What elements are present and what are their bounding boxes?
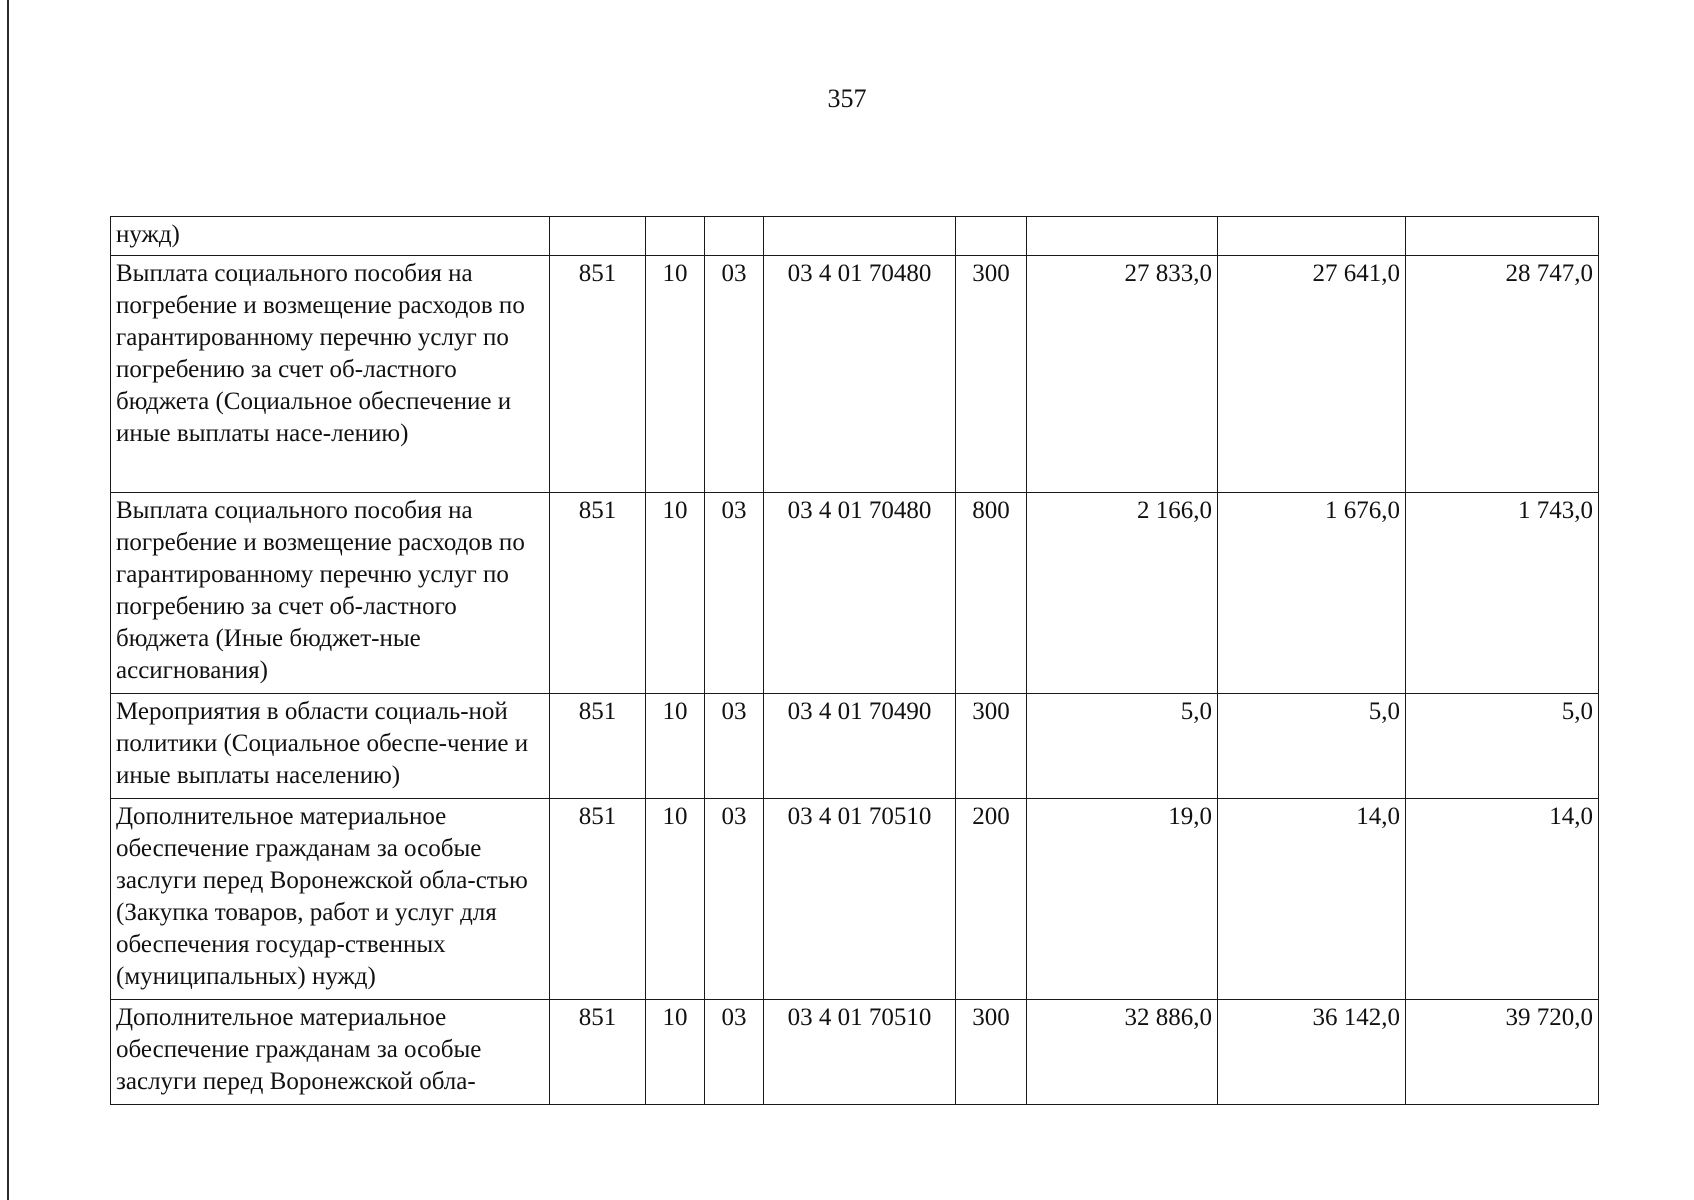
cell-vr [956, 217, 1027, 256]
table-row [111, 256, 1599, 493]
cell-sum-3: 1 743,0 [1406, 493, 1599, 694]
cell-vr: 800 [956, 493, 1027, 694]
cell-pr: 03 [705, 799, 764, 1000]
cell-rz: 10 [646, 256, 705, 493]
cell-sum-3: 28 747,0 [1406, 256, 1599, 493]
cell-sum-2: 36 142,0 [1218, 1000, 1406, 1105]
cell-rz: 10 [646, 799, 705, 1000]
cell-sum-2: 27 641,0 [1218, 256, 1406, 493]
table-row [111, 217, 1599, 256]
cell-vr: 300 [956, 694, 1027, 799]
cell-vr: 200 [956, 799, 1027, 1000]
cell-csr: 03 4 01 70480 [764, 493, 956, 694]
cell-sum-1: 19,0 [1027, 799, 1218, 1000]
cell-csr [764, 217, 956, 256]
row-description: Выплата социального пособия на погребение и возмещение расходов по гарантированному перечню услуг по погребению за счет об-ластного бюджета (Социальное обеспечение и иные выплаты насе-лению) [111, 256, 550, 493]
cell-pr: 03 [705, 1000, 764, 1105]
cell-vr: 300 [956, 256, 1027, 493]
cell-vr: 300 [956, 1000, 1027, 1105]
cell-gr: 851 [550, 694, 646, 799]
cell-rz: 10 [646, 1000, 705, 1105]
table-row [111, 694, 1599, 799]
row-description: Мероприятия в области социаль-ной политики (Социальное обеспе-чение и иные выплаты населению) [111, 694, 550, 799]
cell-csr: 03 4 01 70510 [764, 799, 956, 1000]
cell-sum-3 [1406, 217, 1599, 256]
cell-sum-2: 14,0 [1218, 799, 1406, 1000]
row-description: Выплата социального пособия на погребение и возмещение расходов по гарантированному перечню услуг по погребению за счет об-ластного бюджета (Иные бюджет-ные ассигнования) [111, 493, 550, 694]
cell-sum-3: 5,0 [1406, 694, 1599, 799]
cell-gr: 851 [550, 493, 646, 694]
cell-pr: 03 [705, 256, 764, 493]
row-description: Дополнительное материальное обеспечение гражданам за особые заслуги перед Воронежской обла-стью (Закупка товаров, работ и услуг для обеспечения государ-ственных (муниципальных) нужд) [111, 799, 550, 1000]
cell-rz [646, 217, 705, 256]
cell-sum-3: 14,0 [1406, 799, 1599, 1000]
budget-table [110, 216, 1599, 1105]
cell-gr: 851 [550, 1000, 646, 1105]
table-row [111, 1000, 1599, 1105]
row-description: Дополнительное материальное обеспечение гражданам за особые заслуги перед Воронежской обла- [111, 1000, 550, 1105]
page-number: 357 [827, 84, 867, 113]
cell-csr: 03 4 01 70510 [764, 1000, 956, 1105]
cell-sum-1: 2 166,0 [1027, 493, 1218, 694]
cell-sum-2: 1 676,0 [1218, 493, 1406, 694]
table-row [111, 493, 1599, 694]
table-row [111, 799, 1599, 1000]
cell-gr: 851 [550, 799, 646, 1000]
cell-sum-2 [1218, 217, 1406, 256]
cell-sum-1: 32 886,0 [1027, 1000, 1218, 1105]
cell-sum-1: 5,0 [1027, 694, 1218, 799]
cell-gr: 851 [550, 256, 646, 493]
cell-gr [550, 217, 646, 256]
cell-pr: 03 [705, 493, 764, 694]
row-description: нужд) [111, 217, 550, 256]
cell-rz: 10 [646, 694, 705, 799]
cell-csr: 03 4 01 70490 [764, 694, 956, 799]
cell-sum-3: 39 720,0 [1406, 1000, 1599, 1105]
cell-csr: 03 4 01 70480 [764, 256, 956, 493]
cell-pr [705, 217, 764, 256]
scan-edge-line [7, 0, 9, 1200]
cell-sum-2: 5,0 [1218, 694, 1406, 799]
cell-sum-1: 27 833,0 [1027, 256, 1218, 493]
cell-pr: 03 [705, 694, 764, 799]
cell-rz: 10 [646, 493, 705, 694]
cell-sum-1 [1027, 217, 1218, 256]
